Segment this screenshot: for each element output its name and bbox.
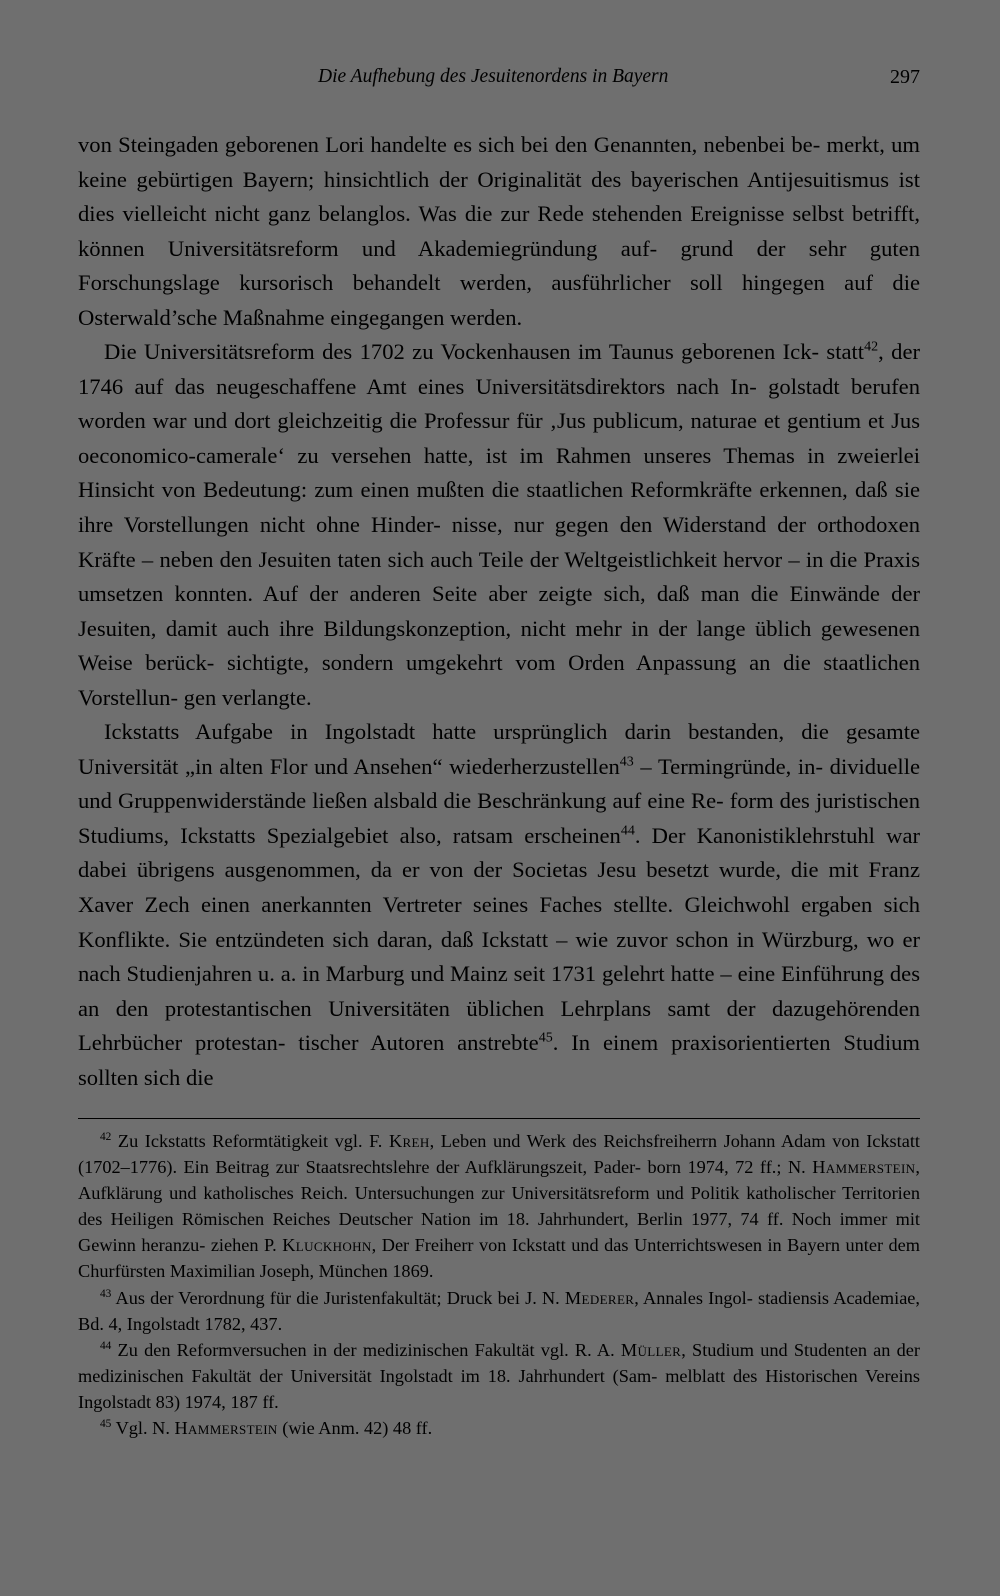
footnote-number: 43 [100, 1287, 112, 1300]
text-run: (wie Anm. 42) 48 ff. [277, 1418, 433, 1439]
footnote-number: 45 [100, 1418, 112, 1431]
text-run: Vgl. N. [111, 1418, 175, 1439]
text-run: , der 1746 auf das neugeschaffene Amt eines Universitätsdirektors nach In- golstadt berufen worden war und dort gleichzeitig die Professur für ‚Jus publicum, naturae et gentium et Jus oeconomico-camerale‘ zu versehen hatte, ist im Rahmen unseres Themas in zweierlei Hinsicht von Bedeutung: zum einen mußten die staatlichen Reformkräfte erkennen, daß sie ihre Vorstellungen nicht ohne Hinder- nisse, nur gegen den Widerstand der orthodoxen Kräfte – neben den Jesuiten taten sich auch Teile der Weltgeistlichkeit hervor – in die Praxis umsetzen konnten. Auf der anderen Seite aber zeigte sich, daß man die Einwände der Jesuiten, damit auch ihre Bildungskonzeption, nicht mehr in der lange üblich gewesenen Weise berück- sichtigte, sondern umgekehrt vom Orden Anpassung an die staatlichen Vorstellun- gen verlangte. [78, 339, 920, 710]
text-run: , Leben und Werk des Reichsfreiherrn Johann Adam von Ickstatt (1702–1776). Ein Beitrag zur Staatsrechtslehre der Aufklärungszeit, Pader- born 1974, 72 ff.; N. [78, 1131, 921, 1178]
paragraph [78, 128, 920, 335]
page-number: 297 [890, 66, 920, 88]
book-page [78, 0, 920, 1596]
text-run: , Studium und Studenten an der medizinischen Fakultät der Universität Ingolstadt im 18. Jahrhundert (Sam- melblatt des Historischen Vereins Ingolstadt 83) 1974, 187 ff. [78, 1339, 920, 1412]
text-run: Zu Ickstatts Reformtätigkeit vgl. F. [111, 1131, 389, 1151]
text-run: Ickstatts Aufgabe in Ingolstadt hatte ursprünglich darin bestanden, die gesamte Universität „in alten Flor und Ansehen“ wiederherzustellen [78, 719, 920, 779]
text-run: , Der Freiherr von Ickstatt und das Unterrichtswesen in Bayern unter dem Churfürsten Maximilian Joseph, München 1869. [78, 1235, 920, 1282]
author-name: Hammerstein [174, 1418, 278, 1439]
author-name: Kreh [388, 1131, 430, 1151]
author-name: Müller [620, 1339, 682, 1360]
author-name: Kluckhohn [282, 1235, 372, 1256]
author-name: Mederer [564, 1287, 635, 1308]
text-run: , Aufklärung und katholisches Reich. Untersuchungen zur Universitätsreform und Politik katholischer Territorien des Heiligen Römischen Reiches Deutscher Nation im 18. Jahrhundert, Berlin 1977, 74 ff. Noch immer mit Gewinn heranzu- ziehen P. [78, 1157, 920, 1256]
text-run: von Steingaden geborenen Lori handelte es sich bei den Genannten, nebenbei be- merkt, um keine gebürtigen Bayern; hinsichtlich der Originalität des bayerischen Antijesuitismus ist dies vielleicht nicht ganz belanglos. Was die zur Rede stehenden Ereignisse selbst betrifft, können Universitätsreform und Akademiegründung auf- grund der sehr guten Forschungslage kursorisch behandelt werden, ausführlicher soll hingegen auf die Osterwald’sche Maßnahme eingegangen werden. [78, 132, 920, 330]
paragraph [78, 335, 920, 715]
footnote-reference: 44 [620, 823, 635, 839]
footnote [78, 1128, 920, 1285]
running-head-title: Die Aufhebung des Jesuitenordens in Bayern [318, 66, 669, 87]
main-text [78, 128, 920, 1095]
text-run: . In einem praxisorientierten Studium sollten sich die [78, 1030, 921, 1090]
text-run: Die Universitätsreform des 1702 zu Vockenhausen im Taunus geborenen Ick- statt [104, 339, 865, 365]
footnotes [78, 1128, 920, 1441]
paragraph [78, 715, 920, 1095]
footnote [78, 1337, 920, 1415]
footnote [78, 1415, 920, 1441]
text-run: Zu den Reformversuchen in der medizinischen Fakultät vgl. R. A. [111, 1339, 621, 1360]
footnote [78, 1285, 920, 1337]
text-run: Aus der Verordnung für die Juristenfakultät; Druck bei J. N. [111, 1287, 565, 1308]
footnote-number: 44 [100, 1339, 112, 1352]
footnote-reference: 45 [538, 1030, 553, 1046]
author-name: Hammerstein [812, 1157, 916, 1178]
running-head [78, 62, 920, 92]
footnote-number: 42 [100, 1131, 112, 1144]
footnote-reference: 43 [619, 754, 634, 770]
text-run: , Annales Ingol- stadiensis Academiae, Bd. 4, Ingolstadt 1782, 437. [78, 1287, 920, 1334]
footnote-reference: 42 [864, 339, 879, 355]
text-run: – Termingründe, in- dividuelle und Gruppenwiderstände ließen alsbald die Beschränkung auf eine Re- form des juristischen Studiums, Ickstatts Spezialgebiet also, ratsam erscheinen [78, 753, 921, 848]
footnote-separator [78, 1118, 920, 1119]
text-run: . Der Kanonistiklehrstuhl war dabei übrigens ausgenommen, da er von der Societas Jesu besetzt wurde, die mit Franz Xaver Zech einen anerkannten Vertreter seines Faches stellte. Gleichwohl ergaben sich Konflikte. Sie entzündeten sich daran, daß Ickstatt – wie zuvor schon in Würzburg, wo er nach Studienjahren u. a. in Marburg und Mainz seit 1731 gelehrt hatte – eine Einführung des an den protestantischen Universitäten üblichen Lehrplans samt der dazugehörenden Lehrbücher protestan- tischer Autoren anstrebte [78, 822, 920, 1056]
